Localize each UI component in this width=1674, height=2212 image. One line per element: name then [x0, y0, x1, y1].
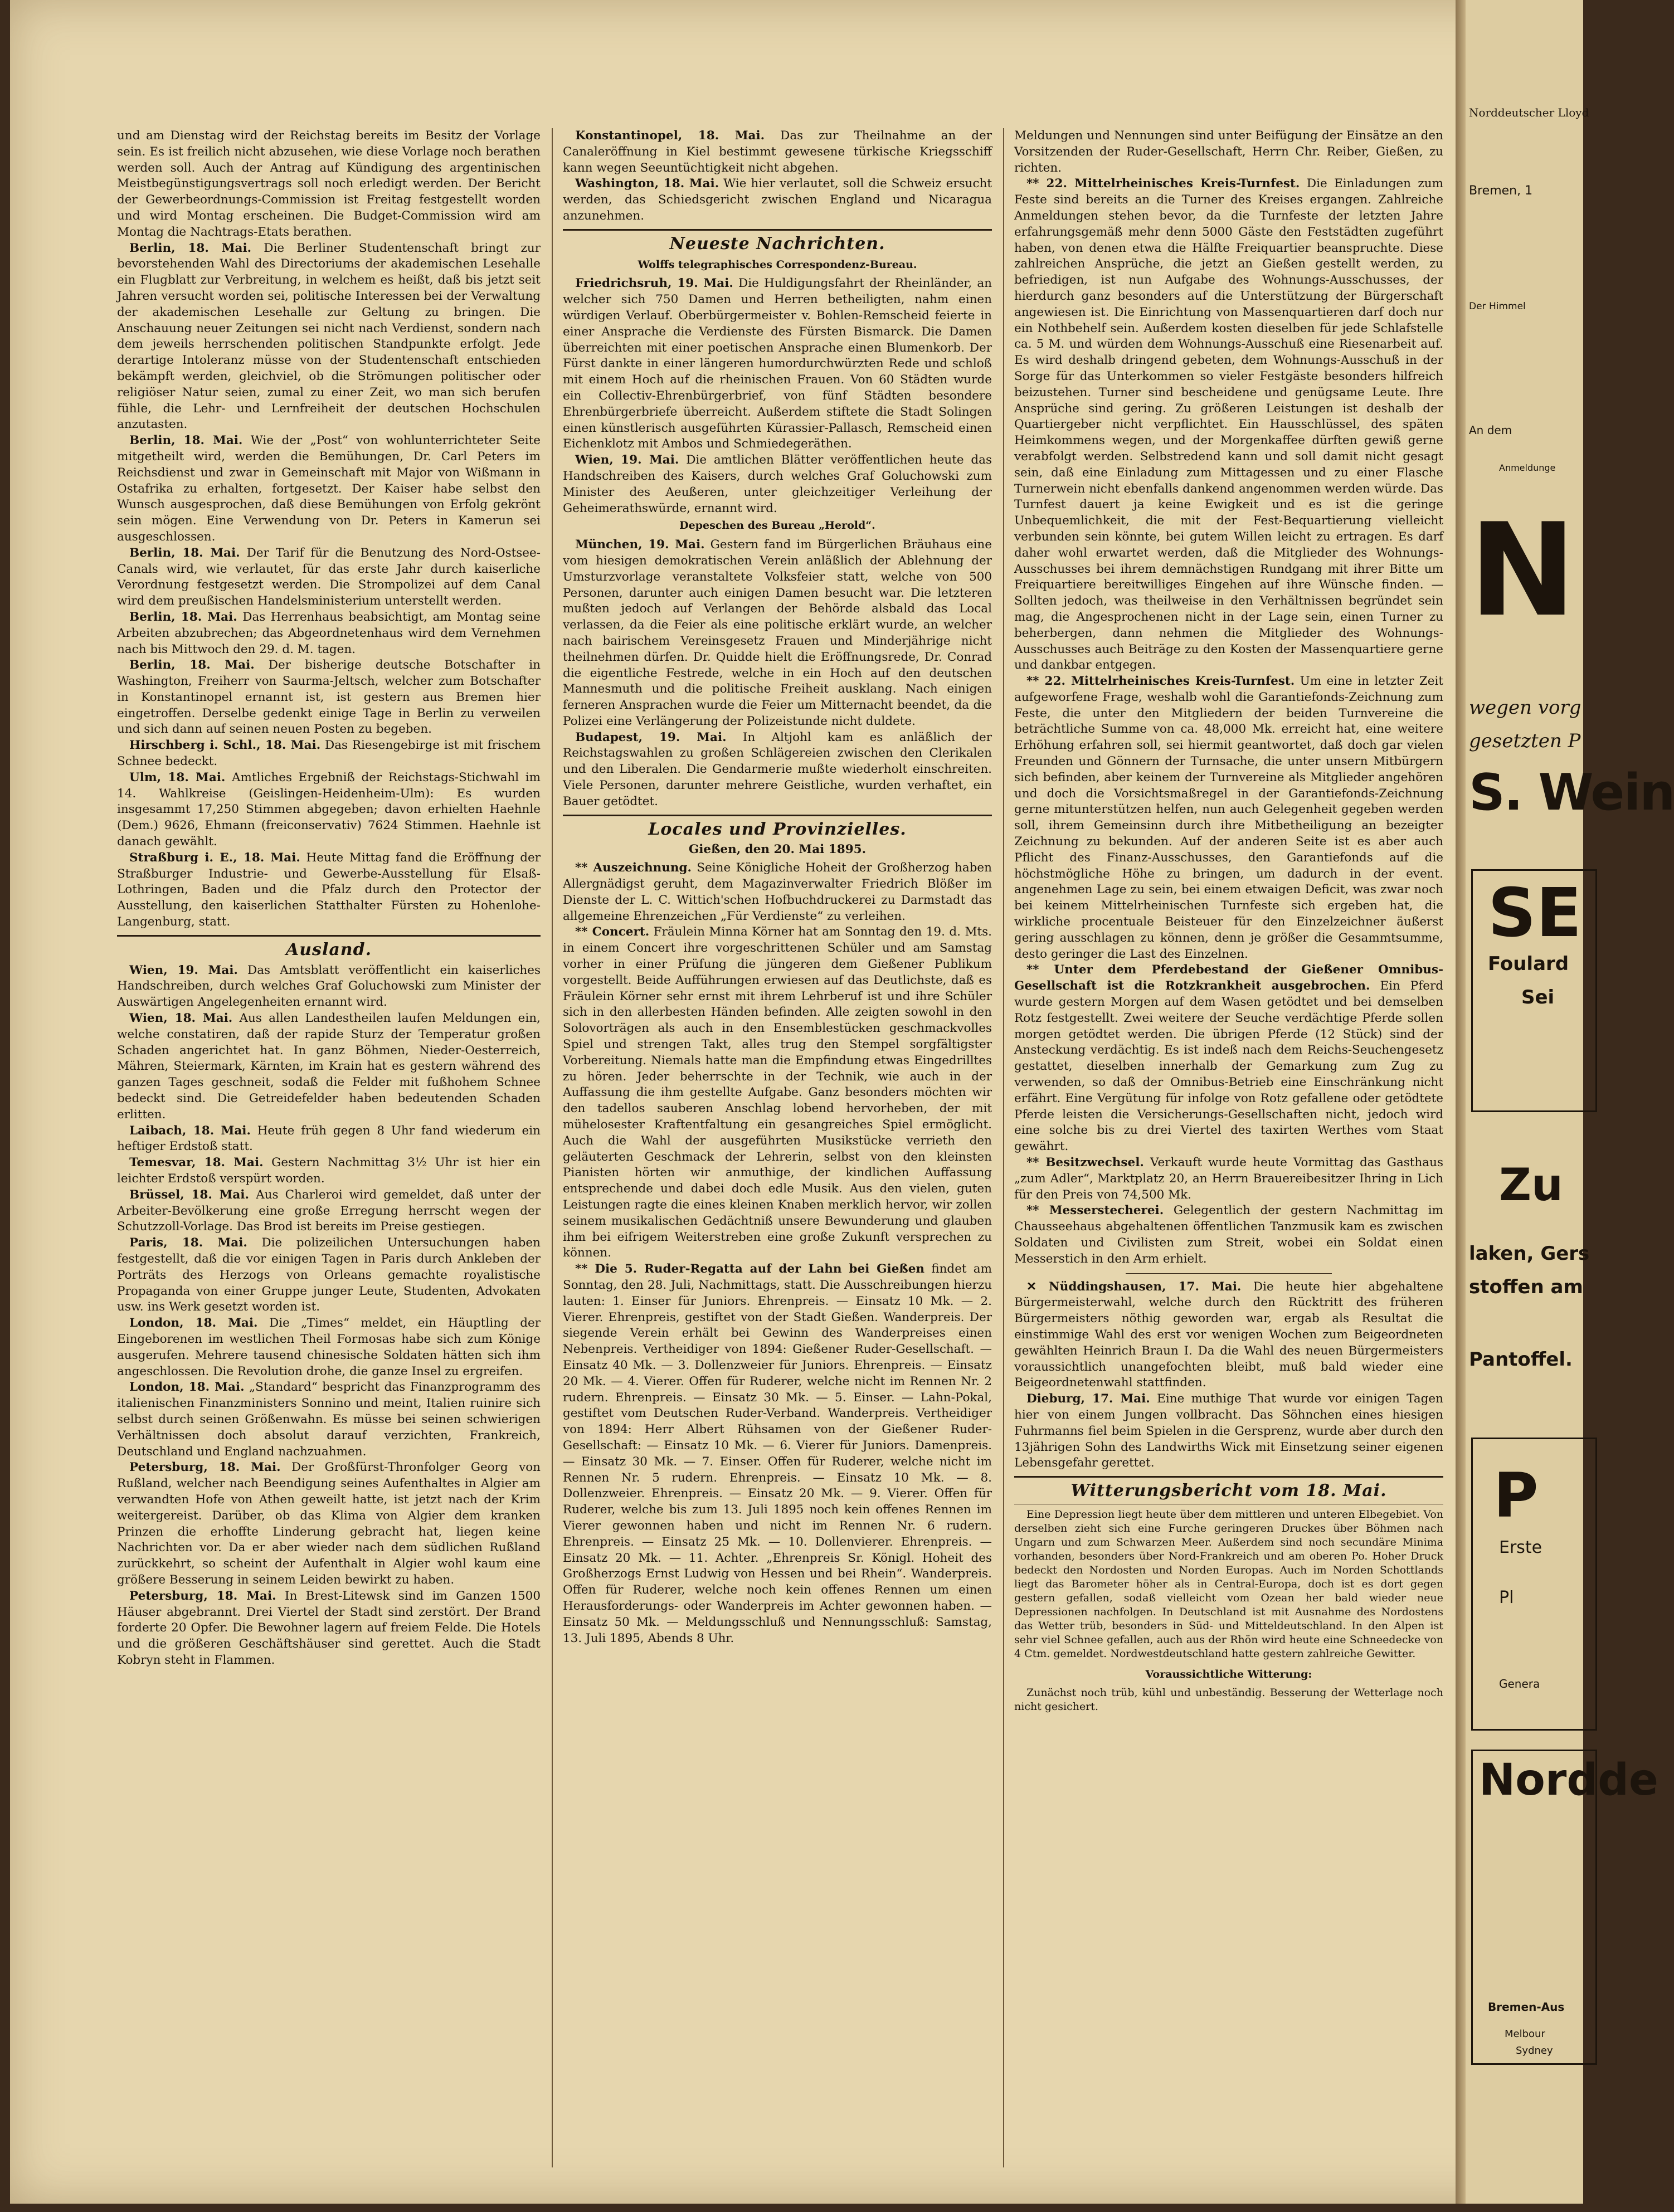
article-body: findet am Sonntag, den 28. Juli, Nachmittags, statt. Die Ausschreibungen hierzu lauten: 1. Einser für Juniors. Ehrenpreis. — Einsatz 10 Mk. — 2. Vierer. Ehrenpreis, gestiftet von der Stadt Gießen. Wanderpreis. Der siegende Verein erhält bei Gewinn des Wanderpreises einen Nebenpreis. Vertheidiger von 1894: Gießener Ruder-Gesellschaft. — Einsatz 40 Mk. — 3. Dollenzweier für Juniors. Ehrenpreis. — Einsatz 20 Mk. — 4. Vierer. Offen für Ruderer, welche nicht im Rennen Nr. 2 rudern. Ehrenpreis. — Einsatz 30 Mk. — 5. Einser. — Lahn-Pokal, gestiftet vom Deutschen Ruder-Verband. Wanderpreis. Vertheidiger von 1894: Herr Albert Rühsamen von der Gießener Ruder-Gesellschaft: — Einsatz 10 Mk. — 6. Vierer für Juniors. Damenpreis. — Einsatz 30 Mk. — 7. Einser. Offen für Ruderer, welche nicht im Rennen Nr. 5 rudern. Ehrenpreis. — Einsatz 10 Mk. — 8. Dollenzweier. Ehrenpreis. — Einsatz 20 Mk. — 9. Vierer. Offen für Ruderer, welche bis zum 13. Juli 1895 noch kein offenes Rennen im Vierer gewonnen haben und nicht im Rennen Nr. 6 rudern. Ehrenpreis. — Einsatz 25 Mk. — 10. Dollenvierer. Ehrenpreis. — Einsatz 20 Mk. — 11. Achter. „Ehrenpreis Sr. Königl. Hoheit des Großherzogs Ernst Ludwig von Hessen und bei Rhein“. Wanderpreis. Offen für Ruderer, welche noch kein offenes Rennen um einen Herausforderungs- oder Wanderpreis im Achter gewonnen haben. — Einsatz 50 Mk. — Meldungsschluß und Nennungsschluß: Samstag, 13. Juli 1895, Abends 8 Uhr. [563, 1262, 992, 1645]
article-body: Die heute hier abgehaltene Bürgermeisterwahl, welche durch den Rücktritt des früheren Bürgermeisters nöthig geworden war, ergab als Resultat die einstimmige Wahl des erst vor wenigen Wochen zum Beigeordneten gewählten Heinrich Braun I. Da die Wahl des neuen Bürgermeisters voraussichtlich unangefochten bleibt, muß bald wieder eine Beigeordnetenwahl stattfinden. [1014, 1279, 1444, 1390]
article-body: Heute Mittag fand die Eröffnung der Straßburger Industrie- und Gewerbe-Ausstellung für Elsaß-Lothringen, Baden und die Pfalz durch den Protector der Ausstellung, den kaiserlichen Statthalter Fürsten zu Hohenlohe-Langenburg, statt. [117, 850, 541, 929]
ad-text: Pl [1499, 1588, 1514, 1607]
article-lead: Straßburg i. E., 18. Mai. [129, 850, 300, 865]
article-lead: ** Die 5. Ruder-Regatta auf der Lahn bei Gießen [575, 1262, 925, 1276]
section-rule [563, 815, 992, 816]
ad-text: stoffen am [1469, 1276, 1583, 1298]
article-body: und am Dienstag wird der Reichstag bereits im Besitz der Vorlage sein. Es ist freilich nicht abzusehen, wie diese Vorlage noch berathen werden soll. Auch der Antrag auf Kündigung des argentinischen Meistbegünstigungsvertrags soll noch erledigt werden. Der Bericht der Gewerbeordnungs-Commission ist Freitag festgestellt worden und wird Montag erscheinen. Die Budget-Commission wird am Montag die Nachtrags-Etats berathen. [117, 129, 541, 239]
heading-weather-report: Witterungsbericht vom 18. Mai. [1070, 1481, 1387, 1501]
column-rule [1003, 128, 1004, 2167]
ad-lloyd: Norddeutscher Lloyd [1469, 106, 1589, 119]
ad-text: wegen vorg [1469, 696, 1581, 719]
article-paragraph [563, 860, 992, 924]
heading-locales: Locales und Provinzielles. [648, 819, 907, 839]
article-lead: Temesvar, 18. Mai. [129, 1156, 264, 1170]
article-lead: Wien, 19. Mai. [575, 453, 679, 467]
article-lead: Berlin, 18. Mai. [129, 658, 255, 673]
ad-text: Bremen-Aus [1488, 2000, 1565, 2014]
weather-forecast-heading: Voraussichtliche Witterung: [1145, 1668, 1312, 1680]
article-body: Das Amtsblatt veröffentlicht ein kaiserliches Handschreiben, durch welches Graf Goluchowski zum Minister der Auswärtigen Angelegenheiten ernannt wird. [117, 963, 541, 1010]
article-body: Eine muthige That wurde vor einigen Tagen hier von einem Jungen vollbracht. Das Söhnchen eines hiesigen Fuhrmanns fiel beim Spielen in die Gersprenz, wurde aber durch den 13jährigen Sohn des Landwirths Wick mit Einsetzung seiner eigenen Lebensgefahr gerettet. [1014, 1392, 1443, 1470]
article-paragraph [117, 1155, 541, 1187]
article-lead: ** 22. Mittelrheinisches Kreis-Turnfest. [1026, 177, 1300, 191]
article-body: Die amtlichen Blätter veröffentlichen heute das Handschreiben des Kaisers, durch welches Graf Goluchowski zum Minister des Aeußeren, unter gleichzeitiger Verleihung der Geheimerathswürde, ernannt wird. [563, 453, 992, 515]
ad-large-text: Nordde [1479, 1755, 1658, 1805]
article-paragraph [563, 176, 992, 224]
ad-text: gesetzten P [1469, 730, 1581, 752]
article-lead: Laibach, 18. Mai. [129, 1123, 251, 1138]
article-body: Heute früh gegen 8 Uhr fand wiederum ein heftiger Erdstoß statt. [117, 1123, 541, 1154]
article-lead: ** Unter dem Pferdebestand der Gießener Omnibus-Gesellschaft ist die Rotzkrankheit ausgebrochen. [1014, 963, 1443, 993]
subheading-wolff: Wolffs telegraphisches Correspondenz-Bureau. [638, 258, 917, 271]
article-body: Die Einladungen zum Feste sind bereits an die Turner des Kreises ergangen. Zahlreiche Anmeldungen stehen bevor, da die Turnfeste der letzten Jahre erfahrungsgemäß mehr denn 5000 Gäste den Feststädten zugeführt haben, von denen etwa die Hälfte Freiquartier beanspruchte. Diese zahlreichen Ansprüche, die jetzt an Gießen gestellt werden, zu befriedigen, ist nun Aufgabe des Wohnungs-Ausschusses, der hierdurch ganz besonders auf die Unterstützung der Bürgerschaft angewiesen ist. Die Einrichtung von Massenquartieren darf doch nur ein Nothbehelf sein. Außerdem kosten dieselben für jede Schlafstelle ca. 5 M. und würden dem Wohnungs-Ausschuß eine Riesenarbeit auf. Es wird deshalb dringend gebeten, dem Wohnungs-Ausschuß in der Sorge für das Unterkommen so vieler Festgäste besonders hilfreich beizustehen. Turner sind bescheidene und genügsame Leute. Ihre Ansprüche sind gering. Zu größeren Leistungen ist deshalb der Quartiergeber nicht verpflichtet. Ein Hausschlüssel, des späten Heimkommens wegen, und der Morgenkaffee dürften gewiß gerne verabfolgt werden. Selbstredend kann und soll damit nicht gesagt sein, daß eine Einladung zum Mittagessen und zu einer Flasche Turnerwein nicht ebenfalls dankend angenommen werden würde. Das Turnfest dauert ja keine Ewigkeit und es ist die geringe Unbequemlichkeit, die mit der Fest-Bequartierung vielleicht verbunden sein könnte, bei gutem Willen leicht zu ertragen. Es darf daher wohl erwartet werden, daß die Mitglieder des Wohnungs-Ausschusses bei ihrem demnächstigen Rundgang mit ihrer Bitte um Freiquartiere bereitwilliges Eingehen auf ihre Wünsche finden. — Sollten jedoch, was theilweise in den Verhältnissen begründet sein mag, die Angesprochenen nicht in der Lage sein, einen Turner zu beherbergen, dann nehmen die Mitglieder des Wohnungs-Ausschusses auch Beiträge zu den Kosten der Massenquartiere gerne und dankbar entgegen. [1014, 177, 1443, 673]
article-lead: Berlin, 18. Mai. [129, 433, 243, 448]
article-paragraph [117, 770, 541, 850]
article-lead: München, 19. Mai. [575, 538, 705, 552]
article-paragraph [117, 738, 541, 770]
ad-large-text: Zu [1499, 1159, 1563, 1211]
column-rule [552, 128, 553, 2167]
article-paragraph [117, 241, 541, 433]
latest-news [563, 276, 992, 517]
article-lead: ** Messerstecherei. [1026, 1204, 1164, 1218]
article-body: Der Tarif für die Benutzung des Nord-Ostsee-Canals wird, wie verlautet, für das erste Jahr durch kaiserliche Verordnung festgesetzt werden. Die Strompolizei auf dem Canal wird dem preußischen Handelsministerium unterstellt werden. [117, 545, 541, 608]
article-lead: Petersburg, 18. Mai. [129, 1589, 276, 1603]
ad-text: An dem [1469, 423, 1512, 437]
article-body: Seine Königliche Hoheit der Großherzog haben Allergnädigst geruht, dem Magazinverwalter Friedrich Blößer im Dienste der L. C. Wittich'schen Hofbuchdruckerei zu Darmstadt das allgemeine Ehrenzeichen „Für Verdienste“ zu verleihen. [563, 861, 992, 923]
ad-large-text: SE [1488, 875, 1582, 952]
provincial-news [1014, 1279, 1443, 1472]
article-lead: ** Concert. [575, 925, 650, 939]
ad-text: Erste [1499, 1538, 1542, 1557]
article-paragraph [1014, 1155, 1443, 1203]
article-body: Das Riesengebirge ist mit frischem Schnee bedeckt. [117, 738, 541, 769]
article-body: Meldungen und Nennungen sind unter Beifügung der Einsätze an den Vorsitzenden der Ruder-Gesellschaft, Herrn Chr. Reiber, Gießen, zu richten. [1014, 129, 1443, 175]
heading-ausland: Ausland. [285, 939, 372, 959]
article-lead: Friedrichsruh, 19. Mai. [575, 276, 733, 291]
article-paragraph [1014, 1391, 1443, 1472]
article-body: Wie hier verlautet, soll die Schweiz ersucht werden, das Schiedsgericht zwischen England und Nicaragua anzunehmen. [563, 177, 992, 223]
article-body: Verkauft wurde heute Vormittag das Gasthaus „zum Adler“, Marktplatz 20, an Herrn Brauereibesitzer Ihring in Lich für den Preis von 74,500 Mk. [1014, 1156, 1443, 1202]
ad-text: Sydney [1516, 2045, 1553, 2057]
article-lead: Ulm, 18. Mai. [129, 770, 226, 785]
ad-text: Genera [1499, 1677, 1540, 1690]
article-paragraph [1014, 1203, 1443, 1267]
domestic-news [117, 128, 541, 930]
article-paragraph [117, 657, 541, 738]
article-lead: Budapest, 19. Mai. [575, 730, 727, 744]
article-body: Der Großfürst-Thronfolger Georg von Rußland, welcher nach Beendigung seines Aufenthaltes in Algier am verwandten Hofe von Athen geweilt hatte, ist jetzt nach der Krim weitergereist. Darüber, ob das Klima von Algier dem kranken Prinzen die erhoffte Linderung gebracht hat, liegen keine Nachrichten vor. Da er aber wieder nach dem südlichen Rußland zurückkehrt, so scheint der Aufenthalt in Algier wohl kaum eine größere Besserung in seinem Leiden bewirkt zu haben. [117, 1460, 541, 1587]
article-lead: Wien, 19. Mai. [129, 963, 238, 977]
article-lead: London, 18. Mai. [129, 1316, 258, 1331]
article-paragraph [117, 1589, 541, 1669]
section-rule [563, 229, 992, 231]
article-paragraph [117, 1380, 541, 1460]
heading-neueste-nachrichten: Neueste Nachrichten. [669, 233, 885, 254]
article-paragraph [117, 1460, 541, 1588]
article-paragraph [117, 850, 541, 930]
ad-text: Melbour [1505, 2028, 1545, 2040]
section-rule [117, 935, 541, 937]
article-body: Das zur Theilnahme an der Canaleröffnung in Kiel bestimmt gewesene türkische Kriegsschiff kann wegen Seeuntüchtigkeit nicht abgehen. [563, 129, 992, 175]
article-paragraph [563, 537, 992, 730]
article-paragraph [563, 128, 992, 176]
article-lead: ** Auszeichnung. [575, 861, 692, 875]
article-body: Fräulein Minna Körner hat am Sonntag den 19. d. Mts. in einem Concert ihre vorgeschrittenen Schüler und am Samstag vorher in einer Prüfung die jüngeren dem Gießener Publikum vorgestellt. Beide Aufführungen erwiesen auf das Deutlichste, daß es Fräulein Körner sehr ernst mit ihrem Lehrberuf ist und ihre Schüler sich in den allerbesten Händen befinden. Alle zeigten sowohl in den Solovorträgen als auch in den Ensemblestücken geschmackvolles Spiel und strengen Takt, alles trug den Stempel sorgfältigster Vorbereitung. Niemals hatte man die Empfindung etwas Eingedrilltes zu hören. Jeder beherrschte in der Technik, wie auch in der Auffassung die ihm gestellte Aufgabe. Ganz besonders möchten wir den tadellos sauberen Anschlag lobend hervorheben, der mit mühelosester Kraftentfaltung ein gesangreiches Spiel ermöglicht. Auch die Wahl der ausgeführten Musikstücke verrieth den geläuterten Geschmack der Lehrerin, selbst von den kleinsten Pianisten hörten wir anmuthige, der kindlichen Auffassung entsprechende und dabei doch edle Musik. Aus den vielen, guten Leistungen ragte die eines kleinen Knaben merklich hervor, wir zollen seinem musikalischen Gedächtniß unsere Bewunderung und glauben ihm bei eifrigem Weiterstreben eine große Zukunft versprechen zu können. [563, 925, 992, 1260]
article-lead: Petersburg, 18. Mai. [129, 1460, 281, 1475]
ad-text: Bremen, 1 [1469, 184, 1533, 198]
article-body: Wie der „Post“ von wohlunterrichteter Seite mitgetheilt wird, werden die Bemühungen, Dr. Carl Peters im Reichsdienst und zwar in Gemeinschaft mit Major von Wißmann in Ostafrika zu erhalten, fortgesetzt. Der Kaiser habe selbst den Wunsch ausgesprochen, daß diese Bemühungen von Erfolg gekrönt sein mögen. Eine Verwendung von Dr. Peters in Kamerun sei ausgeschlossen. [117, 433, 541, 544]
article-paragraph [563, 924, 992, 1261]
article-paragraph [117, 1315, 541, 1380]
article-lead: Berlin, 18. Mai. [129, 545, 240, 560]
article-lead: Brüssel, 18. Mai. [129, 1187, 249, 1202]
article-paragraph [1014, 1279, 1443, 1392]
column-2 [563, 128, 992, 2167]
article-lead: Washington, 18. Mai. [575, 177, 719, 191]
article-body: Das Herrenhaus beabsichtigt, am Montag seine Arbeiten abzubrechen; das Abgeordnetenhaus wird dem Vernehmen nach bis Mittwoch den 29. d. M. tagen. [117, 610, 541, 656]
local-news-continued [1014, 128, 1443, 1268]
article-lead: Dieburg, 17. Mai. [1026, 1392, 1150, 1406]
weather-forecast-text: Zunächst noch trüb, kühl und unbeständig. Besserung der Wetterlage noch nicht gesichert. [1014, 1686, 1443, 1713]
article-body: Gelegentlich der gestern Nachmittag im Chausseehaus abgehaltenen öffentlichen Tanzmusik kam es zwischen Soldaten und Civilisten zum Streit, wobei ein Soldat einen Messerstich in den Arm erhielt. [1014, 1204, 1443, 1266]
abroad-news [117, 963, 541, 1669]
ad-large-letter: P [1493, 1460, 1539, 1531]
adjacent-ad-page [1466, 0, 1674, 2204]
article-lead: Berlin, 18. Mai. [129, 241, 252, 255]
article-paragraph [1014, 176, 1443, 674]
article-lead: Berlin, 18. Mai. [129, 610, 237, 624]
article-body: Gestern Nachmittag 3½ Uhr ist hier ein leichter Erdstoß verspürt worden. [117, 1156, 541, 1186]
herold-news [563, 537, 992, 810]
article-lead: Paris, 18. Mai. [129, 1236, 247, 1250]
article-lead: ** 22. Mittelrheinisches Kreis-Turnfest. [1026, 674, 1295, 689]
article-paragraph [117, 1187, 541, 1235]
telegram-news [563, 128, 992, 225]
article-body: Die polizeilichen Untersuchungen haben festgestellt, daß die vor einigen Tagen in Paris durch Ankleben der Porträts des Herzogs von Orleans gemachte royalistische Propaganda von einer Gruppe junger Leute, Studenten, Advokaten usw. ins Werk gesetzt worden ist. [117, 1236, 541, 1314]
local-news [563, 860, 992, 1646]
article-lead: ** Besitzwechsel. [1026, 1156, 1144, 1170]
article-paragraph [563, 1261, 992, 1646]
ad-text: Sei [1521, 986, 1555, 1008]
page-binding-edge [1456, 0, 1466, 2204]
article-paragraph [117, 1123, 541, 1156]
article-lead: Wien, 18. Mai. [129, 1011, 233, 1026]
article-body: Die Huldigungsfahrt der Rheinländer, an welcher sich 750 Damen und Herren betheiligten, nahm einen würdigen Verlauf. Oberbürgermeister v. Bohlen-Remscheid feierte in einer Ansprache die Verdienste des Fürsten Bismarck. Die Damen überreichten mit einer poetischen Ansprache einen Blumenkorb. Der Fürst dankte in einer längeren humordurchwürzten Rede und schloß mit einem Hoch auf die rheinischen Frauen. Von 60 Städten wurde ein Collectiv-Ehrenbürgerbrief, von fünf Städten besondere Ehrenbürgerbriefe überreicht. Außerdem stiftete die Stadt Solingen einen künstlerisch ausgeführten Kürassier-Pallasch, Remscheid einen Eichenklotz mit Ambos und Schmiedegeräthen. [563, 276, 992, 451]
newspaper-page [117, 128, 1443, 2167]
article-paragraph [563, 276, 992, 452]
article-paragraph [117, 963, 541, 1011]
ad-text: Pantoffel. [1469, 1348, 1573, 1371]
article-paragraph [1014, 962, 1443, 1155]
article-paragraph [1014, 674, 1443, 962]
article-body: Gestern fand im Bürgerlichen Bräuhaus eine vom hiesigen demokratischen Verein anläßlich der Ablehnung der Umsturzvorlage veranstaltete Volksfeier statt, welche von 500 Personen, darunter auch einigen Damen besucht war. Die letzteren mußten jedoch auf Verlangen der Behörde alsbald das Local verlassen, da die Feier als eine politische erklärt wurde, an welcher nach bairischem Vereinsgesetz Frauen und Minderjährige nicht theilnehmen dürfen. Dr. Quidde hielt die Eröffnungsrede, Dr. Conrad die eigentliche Festrede, welche in ein Hoch auf den deutschen Mannesmuth und die politische Freiheit ausklang. Nach einigen ferneren Ansprachen wurde die Feier um Mitternacht beendet, da die Polizei eine Verlängerung der Polizeistunde nicht duldete. [563, 538, 992, 728]
ad-large-letter: N [1469, 496, 1576, 645]
ad-large-text: S. Wein [1469, 763, 1674, 822]
article-body: Aus Charleroi wird gemeldet, daß unter der Arbeiter-Bevölkerung eine große Erregung herrscht wegen der Schutzzoll-Vorlage. Das Brod ist bereits im Preise gestiegen. [117, 1187, 541, 1234]
article-lead: Konstantinopel, 18. Mai. [575, 129, 765, 143]
article-paragraph [117, 545, 541, 610]
ad-text: laken, Gers [1469, 1243, 1590, 1265]
article-paragraph [117, 610, 541, 657]
column-1 [117, 128, 541, 2167]
subheading-herold: Depeschen des Bureau „Herold“. [679, 519, 875, 532]
article-paragraph [117, 1235, 541, 1315]
local-dateline: Gießen, den 20. Mai 1895. [688, 842, 867, 857]
ad-text: Der Himmel [1469, 301, 1526, 312]
article-body: In Brest-Litewsk sind im Ganzen 1500 Häuser abgebrannt. Drei Viertel der Stadt sind zerstört. Der Brand forderte 20 Opfer. Die Bewohner lagern auf freiem Felde. Die Hotels und die größeren Geschäftshäuser sind gerettet. Auch die Stadt Kobryn steht in Flammen. [117, 1589, 541, 1667]
short-rule [1126, 1273, 1332, 1274]
article-paragraph [1014, 128, 1443, 176]
article-body: In Altjohl kam es anläßlich der Reichstagswahlen zu großen Schlägereien zwischen den Clerikalen und den Liberalen. Die Gendarmerie mußte wiederholt einschreiten. Viele Personen, darunter mehrere Geistliche, wurden verhaftet, ein Bauer getödtet. [563, 730, 992, 808]
article-paragraph [117, 1011, 541, 1123]
article-body: Um eine in letzter Zeit aufgeworfene Frage, weshalb wohl die Garantiefonds-Zeichnung zum Feste, die unter den Mitgliedern der beiden Turnvereine die beträchtliche Summe von ca. 48,000 Mk. erreicht hat, eine weitere Erhöhung erfahren soll, sei hiermit geantwortet, daß doch gar vielen Freunden und Gönnern der Turnsache, die unter unsern Mitbürgern sich befinden, aber keinem der Turnvereine als Mitglieder angehören und doch die Vorsichtsmaßregel in der Garantiefonds-Zeichnung gerne mitunterstützen helfen, nun auch Gelegenheit gegeben werden soll, ihrem Gemeinsinn durch ihre Mitbetheiligung an bezeigter Zeichnung zu bekunden. Auf der anderen Seite ist es aber auch Pflicht des Finanz-Ausschusses, den Garantiefonds auf die höchstmögliche Höhe zu bringen, um dadurch in der event. angenehmen Lage zu sein, bei einem etwaigen Deficit, was zwar noch bei keinem Mittelrheinischen Turnfeste sich ergeben hat, die wirkliche procentuale Beisteuer für den Einzelzeichner äußerst gering ausschlagen zu können, denn je größer die Gesammtsumme, desto geringer die Last des Einzelnen. [1014, 674, 1443, 961]
article-body: Die „Times“ meldet, ein Häuptling der Eingeborenen im westlichen Theil Formosas habe sich zum Könige ausgerufen. Mehrere tausend chinesische Soldaten hätten sich ihm angeschlossen. Die Revolution drohe, die ganze Insel zu ergreifen. [117, 1316, 541, 1378]
article-paragraph [563, 730, 992, 810]
article-paragraph [563, 452, 992, 517]
article-lead: Hirschberg i. Schl., 18. Mai. [129, 738, 321, 753]
article-body: Amtliches Ergebniß der Reichstags-Stichwahl im 14. Wahlkreise (Geislingen-Heidenheim-Ulm): Es wurden insgesammt 17,250 Stimmen abgegeben; davon erhielten Haehnle (Dem.) 9626, Ehmann (freiconservativ) 7624 Stimmen. Haehnle ist danach gewählt. [117, 770, 541, 849]
article-paragraph [117, 128, 541, 241]
article-body: Aus allen Landestheilen laufen Meldungen ein, welche constatiren, daß der rapide Sturz der Temperatur großen Schaden angerichtet hat. In ganz Böhmen, Nieder-Oesterreich, Mähren, Steiermark, Kärnten, im Krain hat es gestern während des ganzen Tages geschneit, sodaß die Felder mit fußhohem Schnee bedeckt sind. Die Getreidefelder haben bedeutenden Schaden erlitten. [117, 1011, 541, 1122]
article-lead: ✕ Nüddingshausen, 17. Mai. [1026, 1279, 1242, 1294]
ad-text: Foulard [1488, 953, 1569, 975]
column-3 [1014, 128, 1443, 2167]
article-body: Der bisherige deutsche Botschafter in Washington, Freiherr von Saurma-Jeltsch, welcher zum Botschafter in Konstantinopel ernannt ist, ist gestern aus Bremen hier eingetroffen. Derselbe gedenkt einige Tage in Berlin zu verweilen und sich dann auf seinen neuen Posten zu begeben. [117, 658, 541, 737]
section-rule [1014, 1476, 1443, 1478]
article-body: „Standard“ bespricht das Finanzprogramm des italienischen Finanzministers Sonnino und meint, Italien ruinire sich selbst durch seinen Größenwahn. Es müsse bei seinen schwierigen Verhältnissen doch absolut darauf verzichten, Frankreich, Deutschland und England nachzuahmen. [117, 1380, 541, 1459]
article-body: Die Berliner Studentenschaft bringt zur bevorstehenden Wahl des Directoriums der akademischen Lesehalle ein Flugblatt zur Verbreitung, in welchem es heißt, daß bis jetzt seit Jahren versucht worden sei, politische Interessen bei der Verwaltung der akademischen Lesehalle zur Geltung zu bringen. Die Anschauung neuer Zeitungen sei nicht nach Verdienst, sondern nach dem jeweils herrschenden politischen Standpunkte erfolgt. Jede derartige Intoleranz müsse von der Studentenschaft entschieden bekämpft werden, gleichviel, ob die Strömungen politischer oder religiöser Natur seien, zumal zu einer Zeit, wo man sich berufen fühle, die Lehr- und Lernfreiheit der deutschen Hochschulen anzutasten. [117, 241, 541, 432]
weather-report-text: Eine Depression liegt heute über dem mittleren und unteren Elbegebiet. Von derselben zieht sich eine Furche geringeren Druckes über Böhmen nach Ungarn und zum Schwarzen Meer. Außerdem sind noch secundäre Minima vorhanden, besonders über Nord-Frankreich und am oberen Po. Hoher Druck bedeckt den Nordosten und Norden Europas. Auch im Norden Schottlands liegt das Barometer höher als in Central-Europa, doch ist es dort gegen gestern gefallen, sodaß vielleicht vom Ozean her bald wieder neue Depressionen nachfolgen. In Deutschland ist mit Ausnahme des Nordostens das Wetter trüb, besonders in Süd- und Mitteldeutschland. In den Alpen ist sehr viel Schnee gefallen, auch aus der Rhön wird heute eine Schneedecke von 4 Ctm. gemeldet. Nordwestdeutschland hatte gestern zahlreiche Gewitter. [1014, 1508, 1443, 1660]
article-lead: London, 18. Mai. [129, 1380, 245, 1395]
article-paragraph [117, 433, 541, 545]
article-body: Ein Pferd wurde gestern Morgen auf dem Wasen getödtet und bei demselben Rotz festgestellt. Zwei weitere der Seuche verdächtige Pferde sollen morgen getödtet werden. Die übrigen Pferde (12 Stück) sind der Ansteckung verdächtig. Es ist indeß nach dem Reichs-Seuchengesetz gestattet, dieselben innerhalb der Gemarkung zum Zug zu verwenden, so daß der Omnibus-Betrieb eine Einschränkung nicht erfährt. Eine Vergütung für infolge von Rotz gefallene oder getödtete Pferde leisten die Versicherungs-Gesellschaften nicht, jedoch wird eine solche bis zu drei Viertel des taxirten Werthes vom Staat gewährt. [1014, 979, 1443, 1154]
ad-text: Anmeldunge [1499, 462, 1556, 473]
